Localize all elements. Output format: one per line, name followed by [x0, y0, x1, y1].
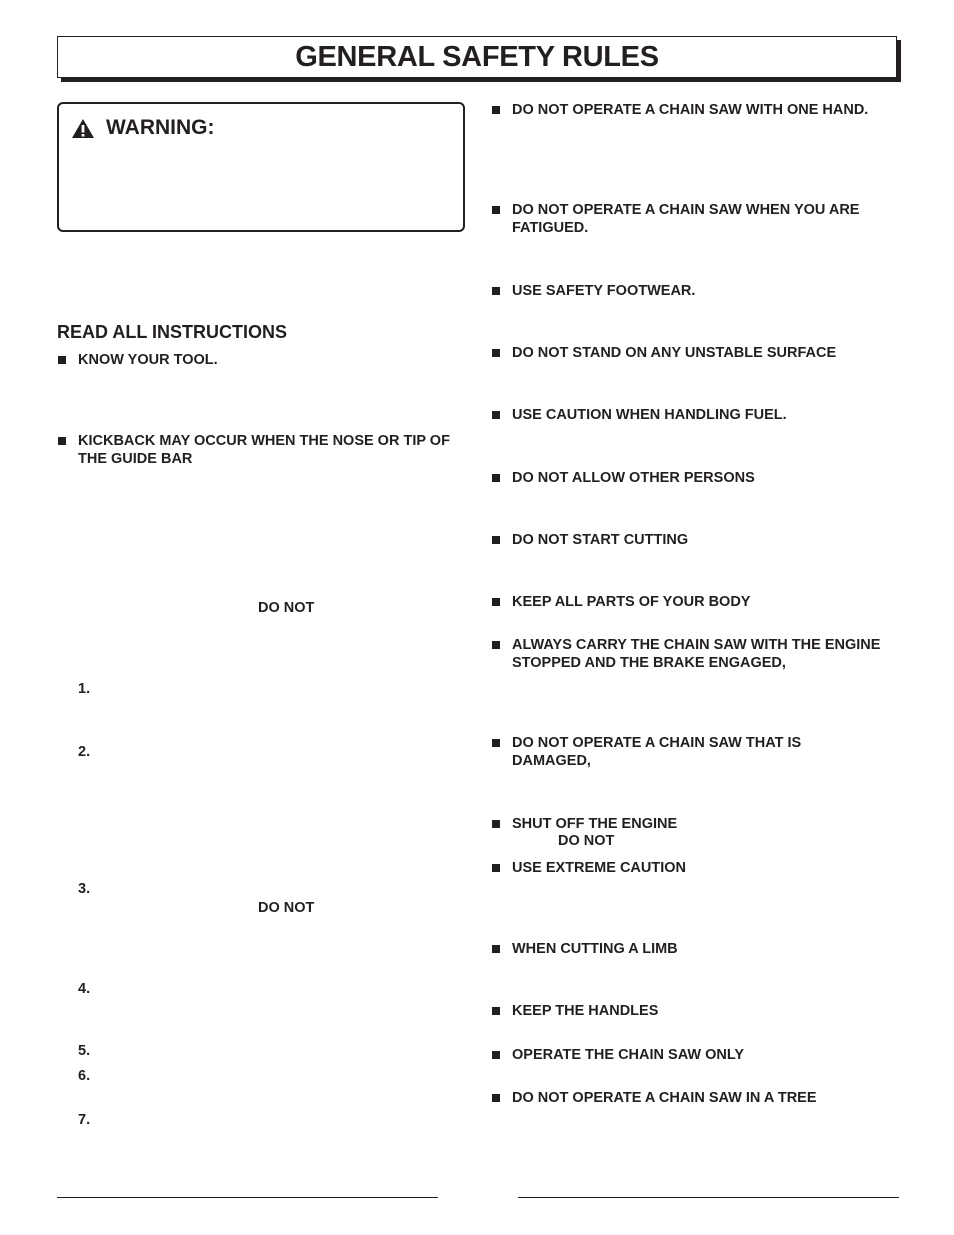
read-all-instructions-heading: READ ALL INSTRUCTIONS: [57, 322, 288, 342]
list-item: ALWAYS CARRY THE CHAIN SAW WITH THE ENGINE STOPPED AND THE BRAKE ENGAGED,: [512, 636, 897, 672]
list-item-kickback: KICKBACK MAY OCCUR WHEN THE NOSE OR TIP OF THE GUIDE BAR: [78, 432, 458, 468]
list-item: SHUT OFF THE ENGINE: [512, 815, 902, 833]
list-item: DO NOT OPERATE A CHAIN SAW THAT IS DAMAGED,: [512, 734, 842, 770]
list-item: OPERATE THE CHAIN SAW ONLY: [512, 1046, 902, 1064]
list-item: USE EXTREME CAUTION: [512, 859, 902, 877]
numbered-item: 2.: [78, 744, 91, 760]
shut-off-do-not: DO NOT: [558, 833, 615, 849]
numbered-item: 5.: [78, 1043, 91, 1059]
numbered-item: 6.: [78, 1068, 91, 1084]
warning-triangle-icon: [71, 118, 95, 139]
list-item: USE SAFETY FOOTWEAR.: [512, 282, 902, 300]
list-item: WHEN CUTTING A LIMB: [512, 940, 902, 958]
list-item: KEEP ALL PARTS OF YOUR BODY: [512, 593, 902, 611]
numbered-item: 3.: [78, 881, 91, 897]
list-item: USE CAUTION WHEN HANDLING FUEL.: [512, 406, 902, 424]
list-item: DO NOT ALLOW OTHER PERSONS: [512, 469, 902, 487]
warning-box: [57, 102, 465, 232]
title-box: [57, 36, 897, 78]
list-item: DO NOT STAND ON ANY UNSTABLE SURFACE: [512, 344, 902, 362]
page-title: GENERAL SAFETY RULES: [295, 40, 659, 73]
list-item: DO NOT OPERATE A CHAIN SAW WHEN YOU ARE FATIGUED.: [512, 201, 902, 237]
inline-do-not: DO NOT: [258, 900, 315, 916]
warning-label: WARNING:: [106, 116, 215, 139]
warning-header: [71, 116, 215, 140]
list-item: DO NOT OPERATE A CHAIN SAW IN A TREE: [512, 1089, 902, 1107]
numbered-item: 7.: [78, 1112, 91, 1128]
list-item: DO NOT START CUTTING: [512, 531, 902, 549]
inline-do-not: DO NOT: [258, 600, 315, 616]
list-item-know-your-tool: KNOW YOUR TOOL.: [78, 351, 458, 369]
numbered-item: 4.: [78, 981, 91, 997]
footer-rule-left: [57, 1197, 438, 1198]
list-item: DO NOT OPERATE A CHAIN SAW WITH ONE HAND.: [512, 101, 872, 119]
list-item: KEEP THE HANDLES: [512, 1002, 902, 1020]
footer-rule-right: [518, 1197, 899, 1198]
numbered-item: 1.: [78, 681, 91, 697]
